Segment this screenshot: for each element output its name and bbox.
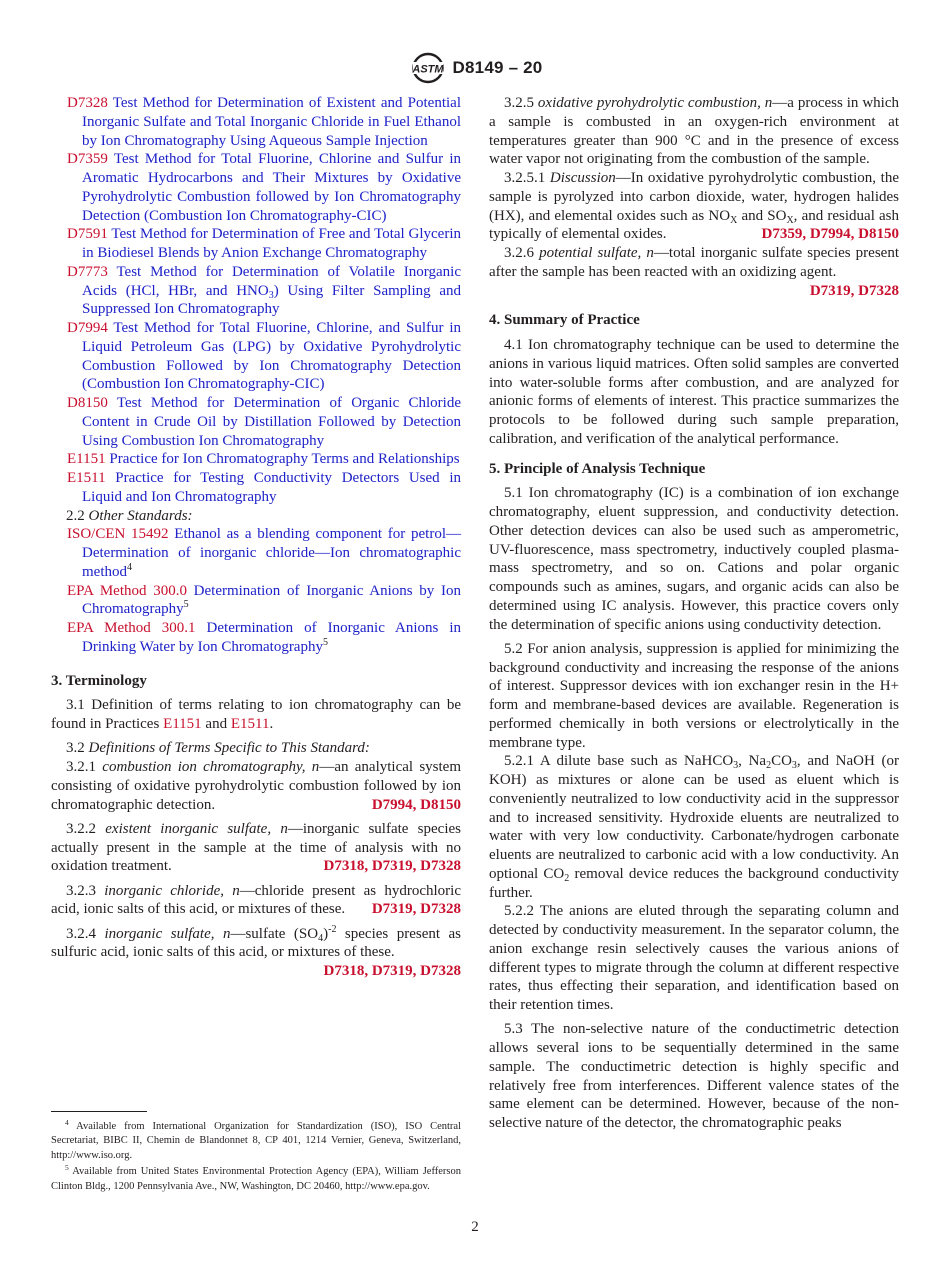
footnote-text: Available from International Organization for Standardization (ISO), ISO Central Secretariat, BIBC II, Chemin de Blandonnet 8, CP 401, 1214 Vernier, Geneva, Switzerland, http://www.iso.org. [51, 1120, 462, 1161]
definition-citations[interactable]: D7318, D7319, D7328 [323, 963, 461, 979]
definition-number: 3.2.2 [66, 820, 96, 837]
definition-text: —In oxidative pyrohydrolytic combustion, the sample is pyrolyzed into carbon dioxide, water, hydrogen halides (HX), and elemental oxides such as NO [489, 170, 899, 224]
reference-title-part: Test Method for Determination of Volatile Inorganic Acids (HCl, HBr, and HNO [82, 263, 461, 299]
definition-number: 3.2.6 [504, 245, 534, 261]
definition-number: 3.2.1 [66, 759, 96, 775]
footnote-4 [51, 1117, 462, 1164]
reference-title[interactable]: Ethanol as a blending component for petrol—Determination of inorganic chloride—Ion chromatographic method [82, 526, 461, 580]
superscript: -2 [328, 923, 337, 935]
definition-term: combustion ion chromatography, n [102, 759, 320, 775]
subscript: 4 [318, 932, 324, 944]
definition-text: —chloride present as hydrochloric acid, ionic salts of this acid, or mixtures of these. [51, 882, 462, 918]
paragraph-5-1 [489, 484, 899, 634]
right-column [489, 94, 899, 1133]
definition-text: —total inorganic sulfate species present after the sample has been reacted with an oxidizing agent. [489, 245, 899, 280]
definition-number: 3.2.3 [66, 882, 96, 899]
definition-text: —a process in which a sample is combusted in an oxygen-rich environment at temperatures greater than 900 °C and in the presence of excess water vapor not originating from the combustion of the sample. [489, 95, 899, 168]
subscript: X [730, 214, 738, 226]
definition-3-2-3 [51, 882, 461, 920]
definition-number: 3.2.5 [504, 95, 534, 111]
reference-item-epa-300-1 [51, 619, 461, 657]
reference-item-d7994 [51, 319, 461, 394]
definition-text: —an analytical system consisting of oxidative pyrohydrolytic combustion followed by ion chromatographic detection. [51, 759, 461, 813]
paragraph-text: . [269, 716, 274, 732]
paragraph-number: 5.3 [504, 1021, 523, 1038]
paragraph-number: 5.2 [504, 640, 523, 657]
reference-title[interactable] [82, 264, 461, 318]
definition-3-2-1 [51, 758, 461, 814]
paragraph-number: 3.1 [66, 697, 85, 714]
reference-code[interactable]: D7994 [67, 320, 108, 336]
practice-link-e1151[interactable]: E1151 [163, 716, 202, 732]
definition-citations[interactable]: D7359, D7994, D8150 [761, 226, 899, 243]
definition-number: 3.2.4 [66, 925, 96, 942]
reference-title[interactable]: Test Method for Determination of Existent and Potential Inorganic Sulfate and Total Inorganic Chloride in Fuel Ethanol by Ion Chromatography Using Aqueous Sample Injection [82, 95, 461, 149]
subsection-other-standards [51, 507, 461, 526]
footnote-divider [51, 1111, 147, 1112]
astm-logo [408, 52, 448, 84]
reference-item-e1151 [51, 450, 461, 469]
paragraph-3-2 [51, 739, 461, 758]
paragraph-text: Definition of terms relating to ion chromatography can be found in Practices [51, 697, 461, 732]
reference-title[interactable]: Practice for Ion Chromatography Terms and Relationships [109, 451, 460, 468]
paragraph-text: The non-selective nature of the conductimetric detection allows several ions to be sequentially determined in the same sample. The conductimetric detection is highly specific and relatively free from interferences. Different valence states of the same element can be determined. However, because of the non-selective nature of the detector, the chromatographic peaks [489, 1021, 900, 1131]
definition-citations[interactable]: D7319, D7328 [371, 901, 461, 918]
subscript: 3 [268, 289, 274, 301]
paragraph-5-2-1 [489, 752, 899, 902]
definition-3-2-5-1 [489, 169, 899, 244]
paragraph-text: A dilute base such as NaHCO [539, 753, 734, 770]
reference-item-iso-cen-15492 [51, 525, 461, 581]
definition-text: , and residual ash typically of elemental oxides. [489, 207, 899, 243]
definition-3-2-4 [51, 925, 461, 981]
reference-title[interactable]: Determination of Inorganic Anions in Drinking Water by Ion Chromatography [82, 620, 462, 655]
footnote-5 [51, 1165, 461, 1194]
reference-title[interactable]: Practice for Testing Conductivity Detectors Used in Liquid and Ion Chromatography [82, 470, 462, 505]
definition-term: oxidative pyrohydrolytic combustion, n [537, 95, 773, 111]
reference-item-d7773 [51, 263, 461, 319]
reference-item-e1511 [51, 469, 461, 507]
page-number: 2 [471, 1219, 479, 1235]
reference-item-d7328 [51, 94, 461, 150]
paragraph-5-2-2 [489, 902, 899, 1015]
paragraph-5-3 [489, 1020, 899, 1133]
reference-code[interactable]: D7328 [67, 95, 108, 111]
definition-term: inorganic chloride, n [104, 882, 240, 899]
footnote-mark: 4 [65, 1117, 69, 1127]
paragraph-number: 5.1 [504, 485, 523, 502]
subsection-title: Other Standards: [88, 507, 193, 524]
footnote-text: Available from United States Environmental Protection Agency (EPA), William Jefferson Clinton Bldg., 1200 Pennsylvania Ave., NW, Washington, DC 20460, http://www.epa.gov. [51, 1166, 462, 1192]
reference-title[interactable]: Determination of Inorganic Anions by Ion Chromatography [82, 582, 462, 618]
definition-3-2-2 [51, 820, 461, 876]
definition-3-2-5 [489, 94, 899, 169]
definition-number: 3.2.5.1 [504, 170, 546, 186]
reference-code[interactable]: D7773 [67, 263, 108, 280]
footnote-reference: 4 [127, 561, 132, 573]
reference-code[interactable]: EPA Method 300.0 [67, 582, 187, 599]
paragraph-text: For anion analysis, suppression is applied for minimizing the background conductivity and increasing the response of the anions of interest. Suppressor devices with ion exchanger resin in the H+ form and membrane-based devices are available. Regeneration is performed chemically in both versions or electrolytically in the membrane type. [489, 640, 899, 751]
reference-item-d7359 [51, 150, 461, 225]
left-column [51, 94, 461, 1194]
definition-text: ) [323, 925, 329, 942]
page-header [0, 53, 950, 83]
definition-3-2-6 [489, 244, 899, 300]
footnotes [51, 1111, 461, 1195]
paragraph-title: Definitions of Terms Specific to This Standard: [88, 740, 370, 757]
subscript: 2 [564, 872, 570, 884]
reference-code[interactable]: D8150 [67, 395, 108, 411]
definition-citations[interactable]: D7994, D8150 [371, 796, 461, 813]
paragraph-text: Ion chromatography technique can be used to determine the anions in various liquid matrices. Often solid samples are converted into water-soluble forms after combustion, and are analyzed for anionic forms of elements of interest. This practice summarizes the protocols to be followed during such sample preparation, calibration, and verification of the analytical performance. [489, 337, 899, 447]
paragraph-number: 5.2.1 [504, 753, 534, 770]
reference-code[interactable]: D7591 [67, 226, 108, 243]
reference-title[interactable]: Test Method for Determination of Organic Chloride Content in Crude Oil by Distillation Followed by Detection Using Combustion Ion Chromatography [82, 395, 461, 449]
paragraph-text: CO [771, 753, 792, 770]
subscript: 3 [733, 760, 739, 772]
reference-code[interactable]: EPA Method 300.1 [67, 620, 196, 636]
definition-term: potential sulfate, n [539, 245, 654, 261]
definition-term: inorganic sulfate, n [104, 925, 231, 942]
definition-text: species present as sulfuric acid, ionic salts of this acid, or mixtures of these. [51, 925, 462, 961]
document-designation: D8149 – 20 [452, 58, 543, 77]
paragraph-number: 5.2.2 [504, 903, 534, 920]
definition-text: and SO [737, 207, 787, 224]
section-heading-summary: 4. Summary of Practice [489, 312, 640, 329]
reference-item-epa-300-0 [51, 582, 461, 620]
reference-title-part: ) Using Filter Sampling and Suppressed Ion Chromatography [82, 282, 461, 318]
practice-link-e1511[interactable]: E1511 [230, 716, 270, 732]
subscript: 3 [791, 760, 797, 772]
paragraph-number: 3.2 [66, 740, 85, 757]
section-heading-principle: 5. Principle of Analysis Technique [489, 460, 706, 477]
paragraph-text: removal device reduces the background conductivity further. [489, 865, 900, 901]
paragraph-text: Ion chromatography (IC) is a combination of ion exchange chromatography, eluent suppression, and conductivity detection. Other detection devices can also be used such as amperometric, UV-fluorescence, mass spectrometry, inductively coupled plasma-mass spectrometry, and so on. Cations and polar organic compounds such as amines, sugars, and organic acids can also be determined using IC analysis. However, this practice covers only the determination of specific anions using conductivity detection. [489, 485, 899, 633]
definition-term: Discussion [549, 170, 616, 186]
left-column-body [51, 94, 461, 981]
section-heading-terminology: 3. Terminology [51, 672, 147, 689]
definition-citations[interactable]: D7319, D7328 [809, 282, 899, 299]
paragraph-4-1 [489, 336, 899, 449]
footnote-mark: 5 [65, 1163, 69, 1172]
definition-citations[interactable]: D7318, D7319, D7328 [323, 858, 461, 875]
paragraph-text: , and NaOH (or KOH) as mixtures or alone can be used as eluent which is conveniently neutralized to low conductivity acid in the suppressor and to increased sensitivity. Hydroxide eluents are neutralized to water with very low conductivity. Carbonate/hydrogen carbonate eluents are neutralized to carbonic acid with a low conductivity. An optional CO [489, 753, 899, 882]
subsection-number: 2.2 [66, 507, 85, 524]
reference-code[interactable]: D7359 [67, 151, 108, 168]
reference-code[interactable]: E1511 [67, 470, 106, 486]
subscript: 2 [766, 760, 772, 772]
paragraph-3-1 [51, 696, 461, 734]
definition-term: existent inorganic sulfate, n [105, 820, 288, 837]
reference-item-d7591 [51, 225, 461, 263]
definition-text: —inorganic sulfate species actually present in the sample at the time of analysis with no oxidation treatment. [51, 820, 461, 875]
reference-code[interactable]: ISO/CEN 15492 [67, 526, 169, 543]
paragraph-text: , Na [738, 753, 767, 770]
footnote-reference: 5 [322, 636, 328, 648]
definition-text: —sulfate (SO [230, 925, 319, 942]
reference-title[interactable]: Test Method for Total Fluorine, Chlorine and Sulfur in Aromatic Hydrocarbons and Their Mixtures by Oxidative Pyrohydrolytic Combustion followed by Ion Chromatography Detection (Combustion Ion Chromatography-CIC) [82, 151, 461, 224]
paragraph-text: and [201, 716, 231, 732]
paragraph-text: The anions are eluted through the separating column and detected by conductivity measurement. In the separator column, the anion exchange resin selectively causes the various anions of different types to migrate through the column at different respective rates, thus effecting their separation, and identification based on their retention times. [489, 903, 899, 1013]
reference-code[interactable]: E1151 [67, 451, 106, 468]
paragraph-5-2 [489, 640, 899, 753]
reference-item-d8150 [51, 394, 461, 450]
subscript: X [786, 214, 794, 226]
astm-logo-text: ASTM [411, 63, 444, 76]
footnote-reference: 5 [183, 599, 189, 611]
paragraph-number: 4.1 [504, 337, 523, 353]
reference-title[interactable]: Test Method for Determination of Free and Total Glycerin in Biodiesel Blends by Anion Exchange Chromatography [82, 226, 461, 261]
reference-title[interactable]: Test Method for Total Fluorine, Chlorine, and Sulfur in Liquid Petroleum Gas (LPG) by Oxidative Pyrohydrolytic Combustion Followed by Ion Chromatography Detection (Combustion Ion Chromatography-CIC) [82, 320, 461, 393]
